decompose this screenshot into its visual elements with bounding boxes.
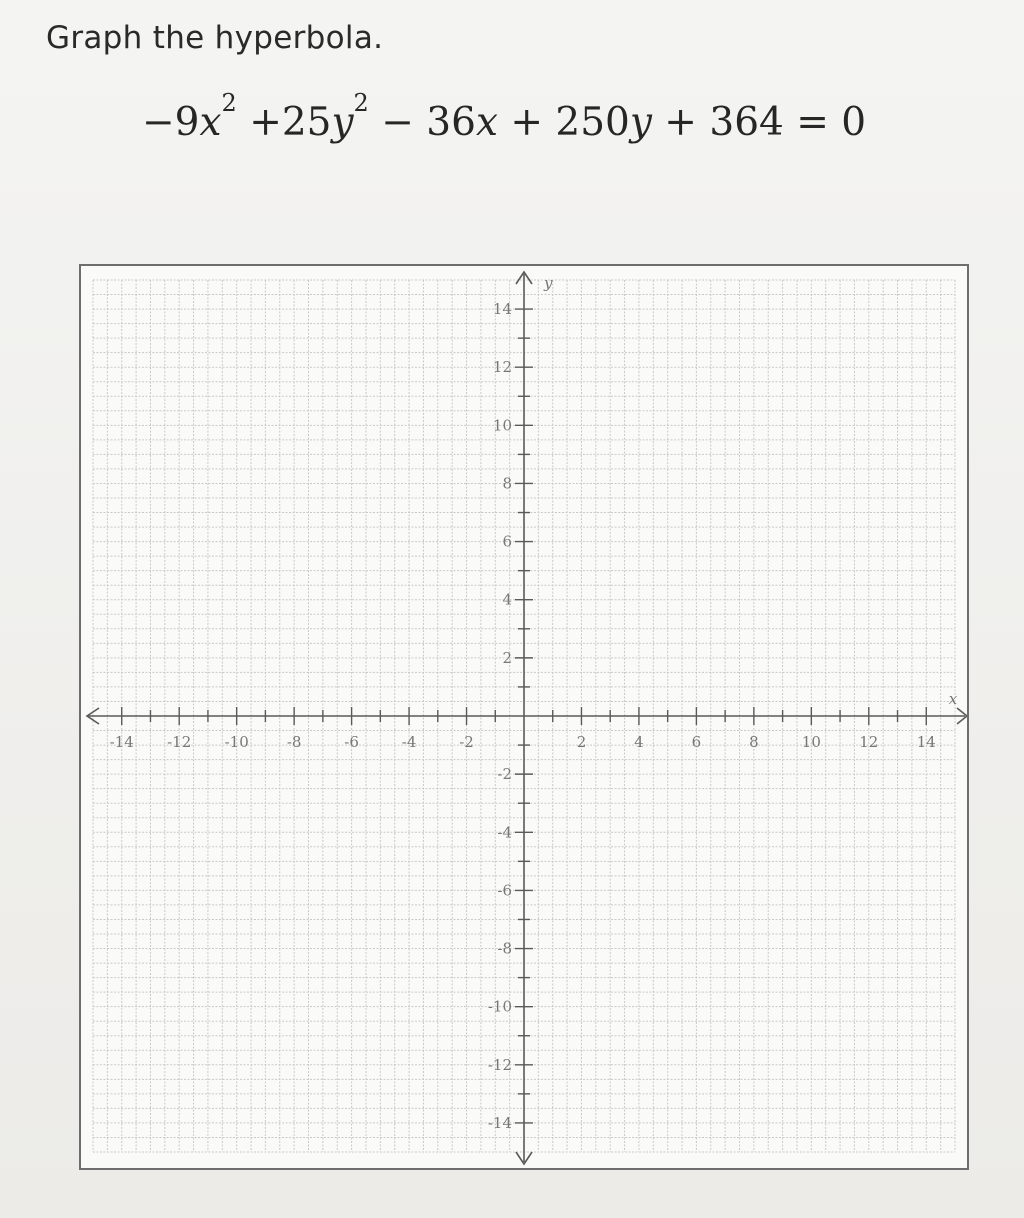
term-y-linear: + 250 [497,100,630,145]
y-tick-label: 4 [502,590,512,609]
x-tick-label: 6 [691,733,702,751]
x-tick-label: -14 [109,733,134,751]
term-y-squared-exp: 2 [353,89,369,117]
term-x-linear: − 36 [381,100,476,145]
term-x-squared-var: x [199,100,222,145]
y-tick-label: -8 [497,939,512,958]
term-constant: + 364 = 0 [651,100,867,145]
term-x-squared-coef: −9 [142,100,200,145]
question-prompt: Graph the hyperbola. [46,20,384,56]
x-tick-label: 2 [576,733,587,751]
y-tick-label: 14 [492,300,512,319]
x-axis-label: x [948,690,958,708]
y-tick-label: 2 [502,648,512,667]
y-tick-label: -12 [487,1055,512,1074]
y-tick-label: -14 [487,1113,512,1132]
y-tick-label: 8 [502,474,512,493]
term-x-linear-var: x [475,100,498,145]
y-tick-label: 10 [492,416,512,435]
term-y-linear-var: y [629,100,652,145]
x-tick-label: 12 [859,733,879,751]
coordinate-plane[interactable] [81,266,967,1168]
x-tick-label: 4 [634,733,644,751]
y-tick-label: -2 [497,765,512,784]
x-tick-label: -4 [401,733,417,751]
x-tick-label: -2 [459,733,474,751]
x-tick-label: -6 [344,733,359,751]
y-tick-label: 6 [502,532,512,551]
x-tick-label: 10 [801,733,821,751]
term-y-squared-var: y [331,100,354,145]
graphing-area[interactable] [79,264,969,1170]
y-tick-label: 12 [492,358,512,377]
x-tick-label: -8 [286,733,302,751]
x-tick-label: -12 [167,733,192,751]
term-x-squared-exp: 2 [221,89,237,117]
hyperbola-equation [142,89,867,145]
y-tick-label: -4 [497,823,512,842]
x-tick-label: 8 [749,733,759,751]
x-tick-label: 14 [916,733,936,751]
x-tick-label: -10 [224,733,249,751]
term-y-squared-coef: +25 [249,100,332,145]
axes [87,272,967,1164]
y-tick-label: -6 [497,881,512,900]
y-axis-label: y [544,274,553,292]
y-tick-label: -10 [487,997,512,1016]
